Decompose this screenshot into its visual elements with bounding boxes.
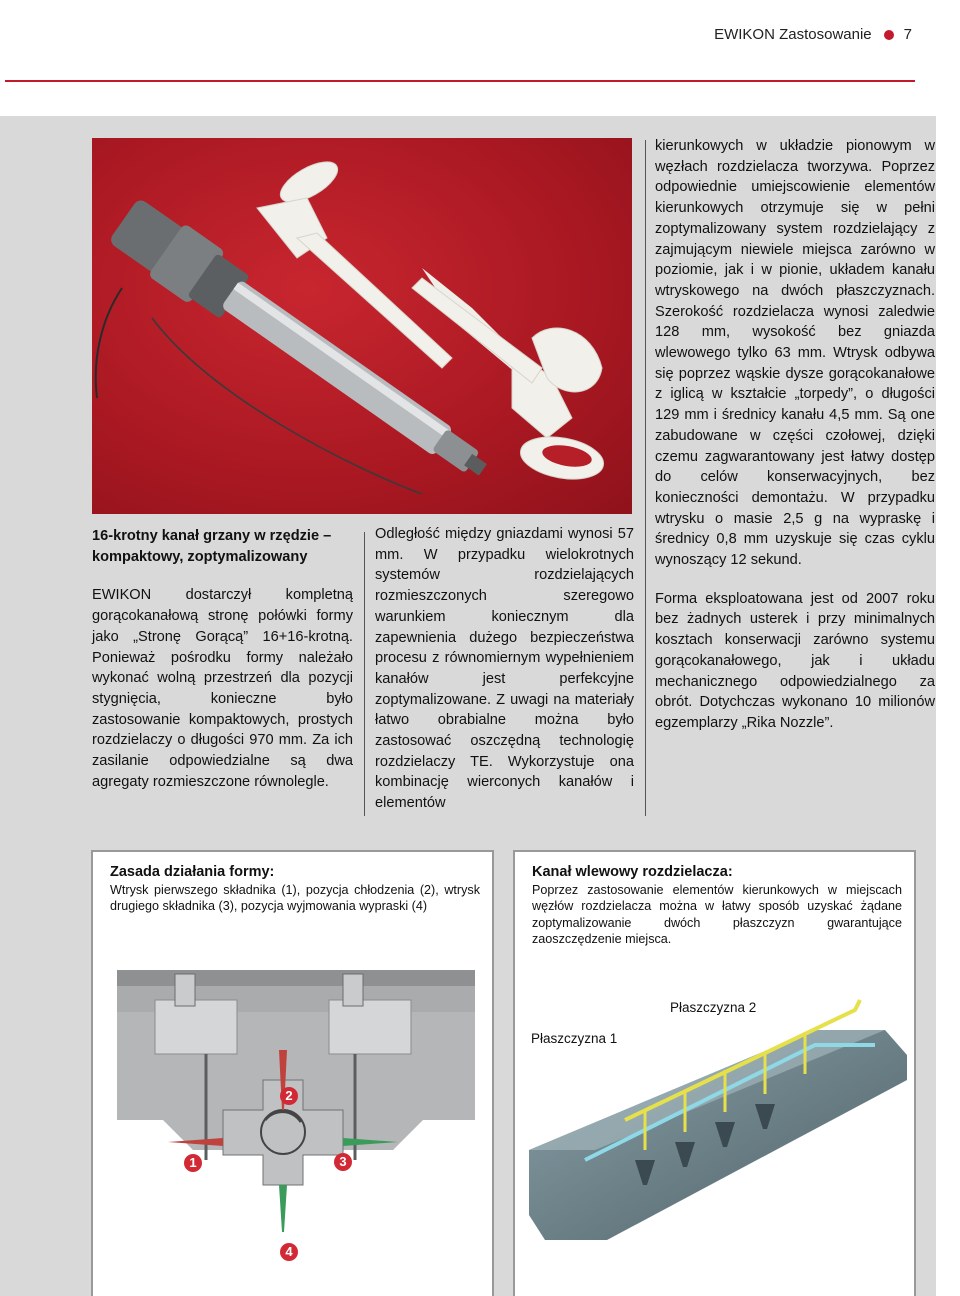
marker-2: 2 bbox=[285, 1088, 293, 1103]
column-divider-2 bbox=[645, 140, 646, 816]
page-header bbox=[714, 26, 912, 43]
column-divider-1 bbox=[364, 532, 365, 816]
article-column-2 bbox=[375, 524, 634, 814]
column-2-text: Odległość między gniazdami wynosi 57 mm. W przypadku wielokrotnych systemów rozdzielających rozmieszczonych szeregowo warunkiem koniecznym dla zapewnienia dużego bezpieczeństwa procesu z równomiernym wypełnieniem kanałów jest perfekcyjne zoptymalizowane. Z uwagi na materiały łatwo obrabialne można było zastosować oszczędną technologię rozdzielaczy TE. Wykorzystuje ona kombinację wierconych kanałów i elementów bbox=[375, 526, 634, 812]
header-bullet-icon bbox=[884, 30, 894, 40]
column-3-paragraph-1: kierunkowych w układzie pionowym w węzłach rozdzielacza tworzywa. Poprzez odpowiednie umiejscowienie elementów kierunkowych otrzymuje się w pełni zoptymalizowany system rozdzielający z zajmującym niewiele miejsca zarówno w poziomie, jak i w pionie, układem kanału wtryskowego na dwóch płaszczyznach. Szerokość rozdzielacza wynosi zaledwie 128 mm, wysokość bez gniazda wlewowego tylko 63 mm. Wtrysk odbywa się poprzez wąskie dysze gorącokanałowe z iglicą w kształcie „torpedy”, o długości 129 mm i średnicy kanału 4,5 mm. Są one zabudowane w części czołowej, dzięki czemu zagwarantowany jest łatwy dostęp do celów konserwacyjnych, bez konieczności demontażu. W przypadku wtrysku o masie 2,5 g na wypraskę i średnicy 0,8 mm uzyskuje się czas cyklu wynoszący 12 sekund. bbox=[655, 138, 935, 569]
mold-principle-text: Wtrysk pierwszego składnika (1), pozycja chłodzenia (2), wtrysk drugiego składnika (3), pozycja wyjmowania wypraski (4) bbox=[110, 883, 480, 914]
manifold-diagram bbox=[515, 970, 918, 1296]
label-plane-1: Płaszczyzna 1 bbox=[531, 1031, 618, 1046]
header-title: EWIKON Zastosowanie bbox=[714, 26, 872, 43]
column-1-text: EWIKON dostarczył kompletną gorącokanałową stronę połówki formy jako „Stronę Gorącą” 16+16-krotną. Ponieważ pośrodku formy należało wykonać wolną przestrzeń dla pozycji stygnięcia, konieczne było zastosowanie kompaktowych, prostych rozdzielaczy o długości 970 mm. Za ich zasilanie odpowiedzialne są dwa agregaty rozmieszczone równolegle. bbox=[92, 587, 353, 790]
marker-1: 1 bbox=[189, 1155, 197, 1170]
manifold-runner-box bbox=[513, 850, 916, 1296]
manifold-runner-title: Kanał wlewowy rozdzielacza: bbox=[532, 864, 733, 880]
mold-principle-title: Zasada działania formy: bbox=[110, 864, 275, 880]
photo-caption: 16-krotny kanał grzany w rzędzie – kompaktowy, zoptymalizowany bbox=[92, 528, 332, 565]
article-column-1 bbox=[92, 526, 353, 792]
product-photo bbox=[92, 138, 632, 514]
marker-3: 3 bbox=[339, 1154, 347, 1169]
header-divider bbox=[5, 80, 915, 82]
page-number: 7 bbox=[903, 26, 912, 43]
mold-principle-box bbox=[91, 850, 494, 1296]
mold-diagram bbox=[93, 970, 496, 1296]
label-plane-2: Płaszczyzna 2 bbox=[670, 1000, 757, 1015]
article-column-3 bbox=[655, 136, 935, 734]
manifold-runner-text: Poprzez zastosowanie elementów kierunkowych w miejscach węzłów rozdzielacza można w łatwy sposób uzyskać żądane zoptymalizowanie dwóch płaszczyzn gwarantujące zaoszczędzenie miejsca. bbox=[532, 883, 902, 947]
column-3-paragraph-2: Forma eksploatowana jest od 2007 roku bez żadnych usterek i przy minimalnych kosztach konserwacji zarówno systemu gorącokanałowego, jak i układu mechanicznego odpowiedzialnego za obrót. Dotychczas wykonano 10 milionów egzemplarzy „Rika Nozzle”. bbox=[655, 590, 935, 731]
marker-4: 4 bbox=[285, 1244, 293, 1259]
